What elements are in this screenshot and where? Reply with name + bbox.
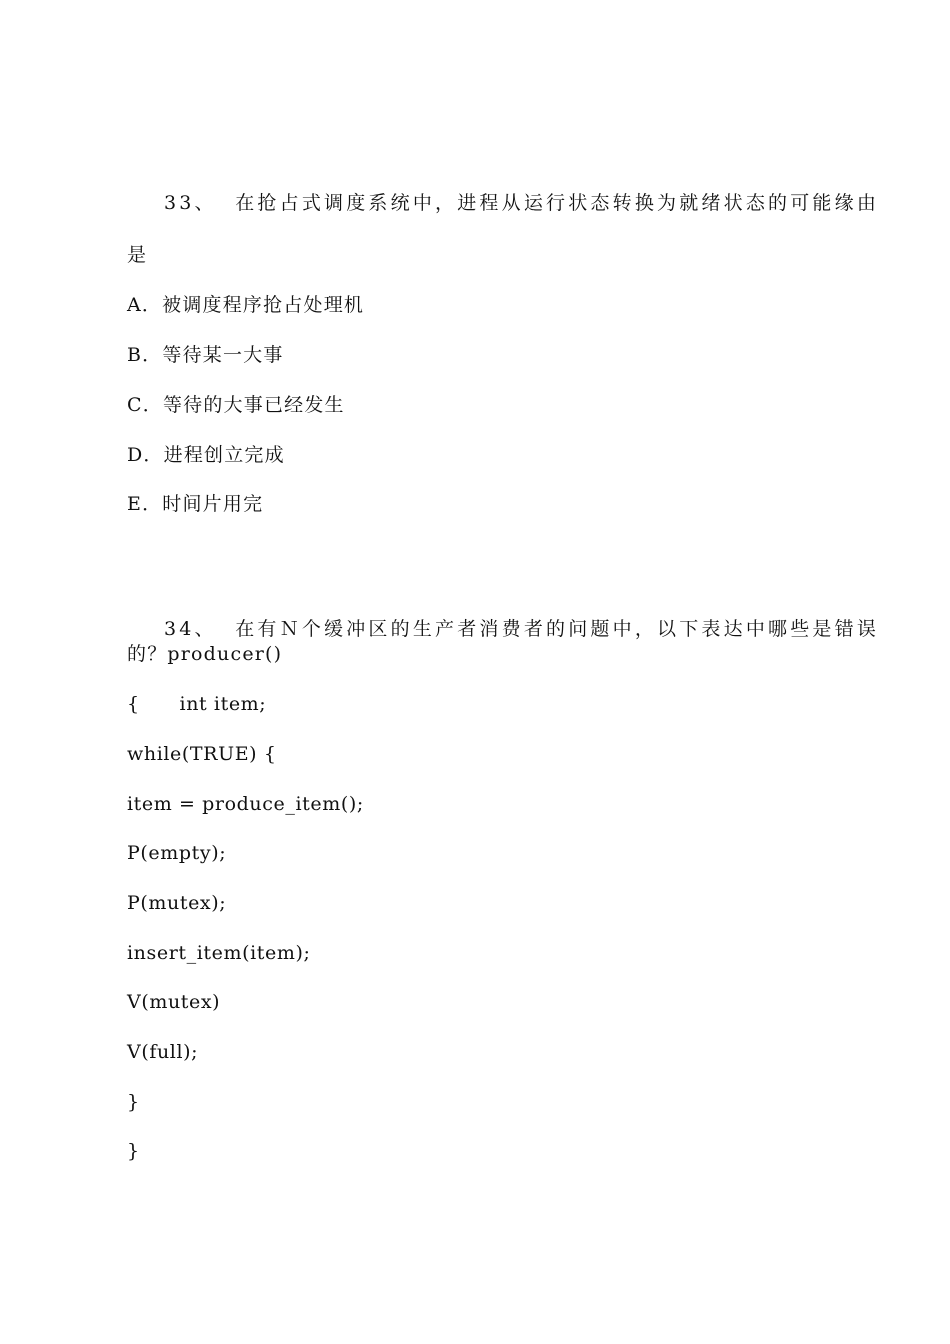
code-line: insert_item(item); xyxy=(127,942,311,964)
code-line: P(empty); xyxy=(127,842,227,864)
question-33-stem-line2: 是 xyxy=(127,244,150,266)
code-line: { int item; xyxy=(127,693,267,715)
question-33-option-b: B．等待某一大事 xyxy=(127,344,284,366)
code-line: while(TRUE) { xyxy=(127,743,277,765)
question-33-option-c: C．等待的大事已经发生 xyxy=(127,394,345,416)
code-line: P(mutex); xyxy=(127,892,227,914)
question-33-number: 33、 xyxy=(163,192,217,214)
question-33-option-d: D．进程创立完成 xyxy=(127,444,285,466)
code-line: } xyxy=(127,1091,140,1113)
code-line: V(full); xyxy=(127,1041,199,1063)
question-34-number: 34、 xyxy=(163,618,217,640)
code-line: } xyxy=(127,1140,140,1162)
question-34-stem-text: 在有Ｎ个缓冲区的生产者消费者的问题中，以下表达中哪些是错误 xyxy=(235,618,880,640)
question-33-stem-text: 在抢占式调度系统中，进程从运行状态转换为就绪状态的可能缘由 xyxy=(235,192,880,214)
code-line: V(mutex) xyxy=(127,991,221,1013)
question-34-stem-line2: 的？producer() xyxy=(127,643,283,665)
question-33-option-e: E．时间片用完 xyxy=(127,493,264,515)
question-33-stem-line1 xyxy=(127,167,879,239)
code-line: item = produce_item(); xyxy=(127,793,364,815)
question-33-option-a: A．被调度程序抢占处理机 xyxy=(127,294,365,316)
